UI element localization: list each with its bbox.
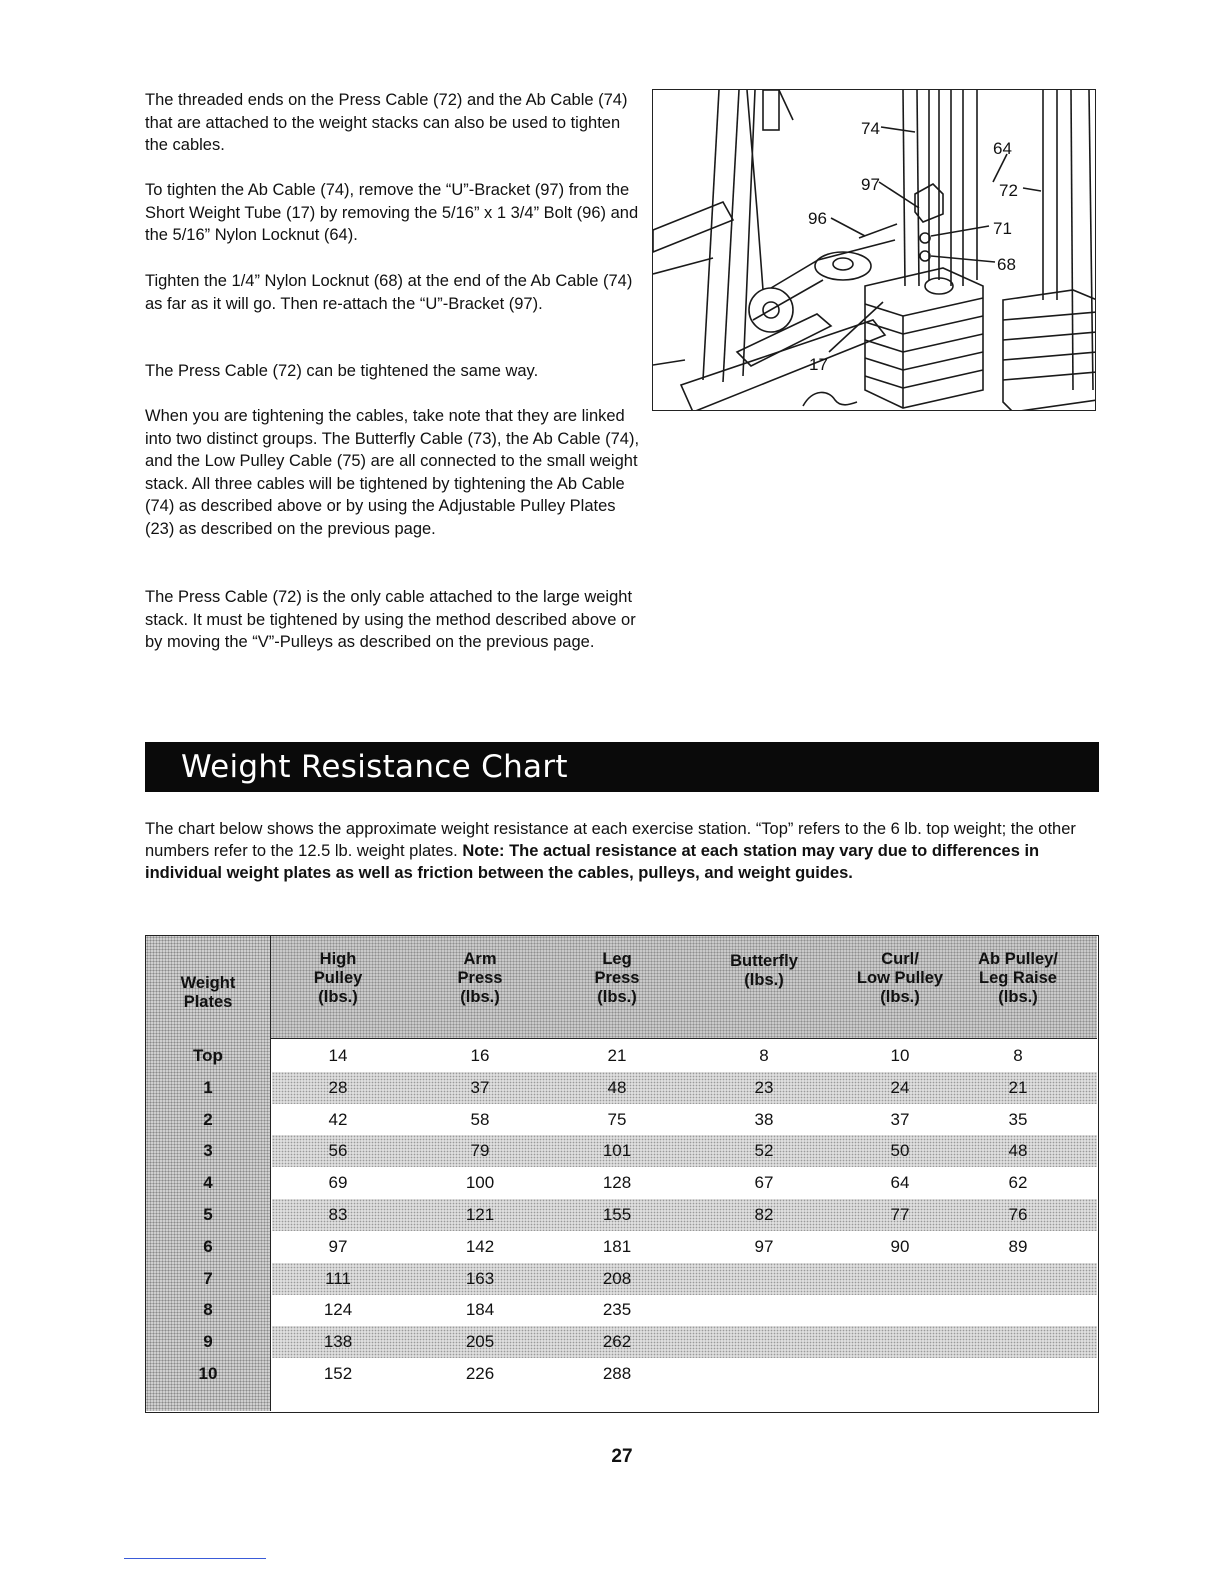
- table-cell: 124: [323, 1300, 353, 1320]
- table-cell: 97: [754, 1236, 774, 1256]
- paragraph-cable-groups: When you are tightening the cables, take note that they are linked into two distinct groups. The Butterfly Cable (73), the Ab Cable (74), and the Low Pulley Cable (75) are all connected to the small weight stack. All three cables will be tightened by tightening the Ab Cable (74) as described above or by using the Adjustable Pulley Plates (23) as described on the previous page.: [145, 407, 640, 538]
- row-label: 9: [203, 1332, 213, 1352]
- table-cell: 128: [602, 1173, 632, 1193]
- paragraph-tighten-locknut: Tighten the 1/4” Nylon Locknut (68) at the end of the Ab Cable (74) as far as it will go. Then re-attach the “U”-Bracket (97).: [145, 272, 633, 313]
- table-cell: 37: [890, 1109, 910, 1129]
- table-cell: 24: [890, 1077, 910, 1097]
- table-cell: 21: [1008, 1077, 1028, 1097]
- table-cell: 111: [325, 1268, 351, 1288]
- table-row: [272, 1358, 1097, 1390]
- table-cell: 16: [470, 1046, 490, 1065]
- table-cell: 89: [1008, 1236, 1028, 1256]
- table-cell: 288: [602, 1364, 632, 1383]
- callout-72: 72: [999, 181, 1018, 200]
- column-header-line: Ab Pulley/: [978, 950, 1058, 968]
- table-cell: 82: [754, 1205, 774, 1224]
- callout-96: 96: [808, 209, 827, 228]
- column-header-line: Curl/: [881, 950, 919, 968]
- footer-rule: [124, 1558, 266, 1559]
- table-cell: 152: [323, 1364, 353, 1383]
- table-cell: 205: [465, 1332, 495, 1352]
- table-cell: 121: [465, 1205, 495, 1224]
- table-row: [272, 1199, 1097, 1231]
- callout-68: 68: [997, 255, 1016, 274]
- chart-intro-text: The chart below shows the approximate weight resistance at each exercise station. “Top” refers to the 6 lb. top weight; the other numbers refer to the 12.5 lb. weight plates.: [145, 820, 1076, 860]
- column-header: [276, 950, 400, 1007]
- table-cell: 8: [1013, 1046, 1023, 1065]
- table-cell: 76: [1008, 1205, 1028, 1224]
- callout-74: 74: [861, 119, 880, 138]
- table-row: [272, 1167, 1097, 1199]
- column-header-line: Low Pulley: [856, 969, 944, 987]
- paragraph-press-cable-large-stack: The Press Cable (72) is the only cable attached to the large weight stack. It must be tightened by using the method described above or by moving the “V”-Pulleys as described on the previous page.: [145, 588, 636, 651]
- table-cell: 67: [754, 1173, 774, 1193]
- table-cell: 23: [754, 1077, 774, 1097]
- table-cell: 21: [607, 1046, 627, 1065]
- column-header-line: (lbs.): [597, 988, 637, 1006]
- paragraph-tighten-ab-cable: To tighten the Ab Cable (74), remove the “U”-Bracket (97) from the Short Weight Tube (17) by removing the 5/16” x 1 3/4” Bolt (96) and the 5/16” Nylon Locknut (64).: [145, 181, 639, 244]
- table-row: [272, 1040, 1097, 1072]
- table-row: [272, 1231, 1097, 1263]
- row-label: Top: [193, 1046, 223, 1065]
- row-label: 8: [203, 1300, 213, 1320]
- column-header-line: Leg: [602, 950, 632, 968]
- table-row: [272, 1104, 1097, 1136]
- table-cell: 35: [1008, 1109, 1028, 1129]
- table-cell: 14: [328, 1046, 348, 1065]
- row-label: 6: [203, 1236, 213, 1256]
- table-cell: 48: [1008, 1141, 1028, 1161]
- column-header-line: High: [319, 950, 357, 968]
- table-cell: 62: [1008, 1173, 1028, 1193]
- column-header: [555, 950, 679, 1007]
- table-cell: 77: [890, 1205, 910, 1224]
- table-cell: 262: [602, 1332, 632, 1352]
- header-weight-plates-line: Plates: [183, 993, 233, 1011]
- table-cell: 138: [323, 1332, 353, 1352]
- column-header-line: (lbs.): [318, 988, 358, 1006]
- table-cell: 184: [465, 1300, 495, 1320]
- column-header-line: Leg Raise: [979, 969, 1057, 987]
- column-header-line: Pulley: [313, 969, 363, 987]
- column-header-line: (lbs.): [998, 988, 1038, 1006]
- table-cell: 83: [328, 1205, 348, 1224]
- column-header: [418, 950, 542, 1007]
- table-cell: 79: [470, 1141, 490, 1161]
- section-title: Weight Resistance Chart: [181, 749, 568, 785]
- callout-71: 71: [993, 219, 1012, 238]
- table-cell: 163: [465, 1268, 495, 1288]
- row-label: 7: [203, 1268, 213, 1288]
- table-cell: 208: [602, 1268, 632, 1288]
- table-cell: 75: [607, 1109, 627, 1129]
- section-banner: [145, 742, 1099, 792]
- column-header: [956, 950, 1080, 1007]
- row-label: 4: [203, 1173, 213, 1193]
- cable-assembly-figure: [652, 89, 1096, 411]
- table-cell: 90: [890, 1236, 910, 1256]
- weight-resistance-table: [145, 935, 1099, 1413]
- column-header-line: (lbs.): [744, 971, 784, 989]
- callout-17: 17: [809, 355, 828, 374]
- table-cell: 64: [890, 1173, 910, 1193]
- table-cell: 37: [470, 1077, 490, 1097]
- callout-64: 64: [993, 139, 1012, 158]
- column-header-line: Press: [457, 969, 503, 987]
- table-row: [272, 1135, 1097, 1167]
- chart-intro-note: Note: The actual resistance at each station may vary due to differences in individual weight plates as well as friction between the cables, pulleys, and weight guides.: [145, 842, 1040, 882]
- row-label: 10: [198, 1364, 218, 1383]
- table-cell: 101: [602, 1141, 632, 1161]
- table-cell: 58: [470, 1109, 490, 1129]
- page-number: 27: [611, 1446, 633, 1467]
- table-row: [272, 1326, 1097, 1358]
- table-cell: 100: [465, 1173, 495, 1193]
- table-cell: 97: [328, 1236, 348, 1256]
- column-header: [702, 952, 826, 990]
- table-row: [272, 1263, 1097, 1295]
- column-header-line: (lbs.): [880, 988, 920, 1006]
- table-cell: 28: [328, 1077, 348, 1097]
- table-row: [272, 1294, 1097, 1326]
- table-cell: 181: [602, 1236, 632, 1256]
- row-label: 1: [203, 1077, 213, 1097]
- header-weight-plates-line: Weight: [180, 974, 236, 992]
- row-label: 5: [203, 1205, 213, 1224]
- table-cell: 69: [328, 1173, 348, 1193]
- chart-intro: [145, 818, 1105, 884]
- row-label: 3: [203, 1141, 213, 1161]
- header-weight-plates: [146, 974, 270, 1012]
- table-cell: 155: [602, 1205, 632, 1224]
- table-cell: 52: [754, 1141, 774, 1161]
- table-cell: 56: [328, 1141, 348, 1161]
- column-header-line: Press: [594, 969, 640, 987]
- table-cell: 10: [890, 1046, 910, 1065]
- column-header-line: Butterfly: [730, 952, 798, 970]
- callout-97: 97: [861, 175, 880, 194]
- table-cell: 50: [890, 1141, 910, 1161]
- column-header: [838, 950, 962, 1007]
- table-cell: 8: [759, 1046, 769, 1065]
- table-cell: 226: [465, 1364, 495, 1383]
- table-row: [272, 1072, 1097, 1104]
- paragraph-press-cable-same: The Press Cable (72) can be tightened the same way.: [145, 362, 539, 380]
- column-header-line: Arm: [463, 950, 497, 968]
- column-header-line: (lbs.): [460, 988, 500, 1006]
- table-cell: 142: [465, 1236, 495, 1256]
- assembly-drawing: [653, 90, 1096, 411]
- row-label: 2: [203, 1109, 213, 1129]
- table-cell: 38: [754, 1109, 774, 1129]
- table-cell: 48: [607, 1077, 627, 1097]
- paragraph-threaded-ends: The threaded ends on the Press Cable (72) and the Ab Cable (74) that are attached to the weight stacks can also be used to tighten the cables.: [145, 91, 628, 154]
- table-cell: 42: [328, 1109, 348, 1129]
- table-cell: 235: [602, 1300, 632, 1320]
